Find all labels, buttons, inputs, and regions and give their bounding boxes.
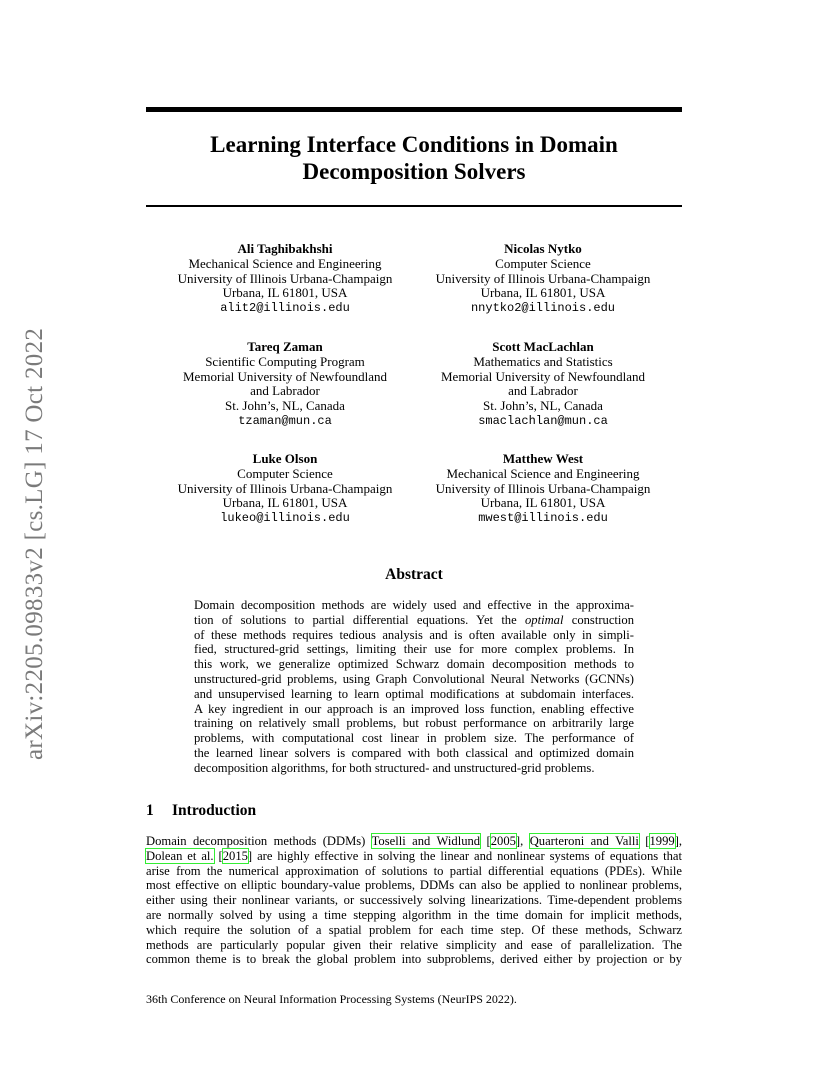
- author-name: Tareq Zaman: [247, 339, 323, 354]
- author-affiliation: University of Illinois Urbana-Champaign: [177, 480, 393, 496]
- intro-line: most effective on elliptic boundary-value problems, DDMs can also be applied to nonlinear problems,: [146, 878, 682, 893]
- author-block: [135, 242, 435, 316]
- author-affiliation: Memorial University of Newfoundland: [441, 368, 645, 384]
- emphasis-optimal: optimal: [524, 612, 564, 627]
- intro-line: arise from the numerical approximation of solutions to partial differential equations (PDEs). While: [146, 863, 682, 878]
- abstract-line: A key ingredient in our approach is an improved loss function, enabling effective: [194, 701, 634, 716]
- author-name: Nicolas Nytko: [504, 241, 582, 256]
- conference-footnote: 36th Conference on Neural Information Processing Systems (NeurIPS 2022).: [146, 992, 517, 1006]
- section-number: 1: [146, 802, 154, 819]
- author-affiliation: Scientific Computing Program: [205, 353, 365, 369]
- author-address: Urbana, IL 61801, USA: [480, 285, 606, 301]
- abstract-line: tion of solutions to partial differential equations. Yet the optimal construction: [194, 612, 634, 627]
- abstract-line: this work, we generalize optimized Schwarz domain decomposition methods to: [194, 657, 634, 672]
- author-affiliation: Mechanical Science and Engineering: [446, 465, 640, 481]
- title-top-rule: [146, 107, 682, 112]
- citation-link[interactable]: Dolean et al.: [146, 848, 214, 863]
- citation-link[interactable]: Quarteroni and Valli: [529, 834, 639, 848]
- author-affiliation: Computer Science: [495, 255, 591, 271]
- author-affiliation: Computer Science: [237, 465, 333, 481]
- citation-link[interactable]: Toselli and Widlund: [371, 834, 481, 848]
- author-name: Matthew West: [502, 451, 584, 466]
- arxiv-identifier: arXiv:2205.09833v2 [cs.LG] 17 Oct 2022: [21, 327, 48, 760]
- paper-title: [146, 131, 682, 185]
- author-address: Urbana, IL 61801, USA: [480, 495, 606, 511]
- author-address: Urbana, IL 61801, USA: [222, 285, 348, 301]
- abstract-line: Domain decomposition methods are widely used and effective in the approxima-: [194, 598, 634, 612]
- author-address: St. John’s, NL, Canada: [483, 398, 603, 414]
- abstract-line: fied, structured-grid settings, limiting their use for more complex problems. In: [194, 642, 634, 657]
- intro-line: Dolean et al. [2015] are highly effective in solving the linear and nonlinear systems of equations that: [146, 848, 682, 863]
- section-title: Introduction: [172, 802, 257, 819]
- intro-line: methods are particularly popular given their relative simplicity and ease of parallelization. The: [146, 937, 682, 952]
- author-affiliation: University of Illinois Urbana-Champaign: [435, 270, 651, 286]
- title-line-2: Decomposition Solvers: [302, 159, 526, 184]
- author-block: [393, 340, 693, 429]
- author-name: Luke Olson: [252, 451, 318, 466]
- author-affiliation: and Labrador: [250, 383, 320, 399]
- author-affiliation: University of Illinois Urbana-Champaign: [177, 270, 393, 286]
- abstract-body: [194, 598, 634, 776]
- author-affiliation: Mathematics and Statistics: [473, 353, 613, 369]
- abstract-line: problems, with computational cost linear in problem size. The performance of: [194, 731, 634, 746]
- section-heading-introduction: [146, 802, 256, 820]
- author-email[interactable]: lukeo@illinois.edu: [220, 511, 350, 526]
- abstract-line: training on relatively small problems, but robust performance on arbitrarily large: [194, 716, 634, 731]
- author-email[interactable]: alit2@illinois.edu: [220, 301, 350, 316]
- author-block: [135, 452, 435, 526]
- author-email[interactable]: tzaman@mun.ca: [238, 413, 332, 428]
- author-block: [135, 340, 435, 429]
- intro-line: are normally solved by using a time stepping algorithm in the time domain for implicit methods,: [146, 907, 682, 922]
- abstract-line: unstructured-grid problems, using Graph Convolutional Neural Networks (GCNNs): [194, 671, 634, 686]
- author-block: [393, 452, 693, 526]
- introduction-body: [146, 834, 682, 967]
- author-name: Scott MacLachlan: [492, 339, 594, 354]
- citation-link[interactable]: 1999: [649, 834, 675, 848]
- author-affiliation: Mechanical Science and Engineering: [188, 255, 382, 271]
- citation-link[interactable]: 2015: [222, 848, 248, 863]
- intro-line: which require the solution of a spatial problem for each time step. Of these methods, Schwarz: [146, 922, 682, 937]
- author-affiliation: University of Illinois Urbana-Champaign: [435, 480, 651, 496]
- title-line-1: Learning Interface Conditions in Domain: [210, 132, 618, 157]
- abstract-line: and unsupervised learning to learn optimal modifications at subdomain interfaces.: [194, 686, 634, 701]
- author-email[interactable]: smaclachlan@mun.ca: [478, 413, 608, 428]
- abstract-heading: Abstract: [385, 566, 443, 583]
- abstract-line: decomposition algorithms, for both structured- and unstructured-grid problems.: [194, 760, 595, 775]
- abstract-line: the learned linear solvers is compared with both classical and optimized domain: [194, 745, 634, 760]
- intro-line: either using their nonlinear variants, or successively solving linearizations. Time-dependent problems: [146, 893, 682, 908]
- intro-line: Domain decomposition methods (DDMs) Toselli and Widlund [2005], Quarteroni and Valli [1999],: [146, 834, 683, 848]
- author-address: St. John’s, NL, Canada: [225, 398, 345, 414]
- abstract-line: of these methods requires tedious analysis and is often available only in simpli-: [194, 627, 634, 642]
- author-affiliation: Memorial University of Newfoundland: [183, 368, 387, 384]
- author-address: Urbana, IL 61801, USA: [222, 495, 348, 511]
- author-block: [393, 242, 693, 316]
- author-email[interactable]: nnytko2@illinois.edu: [470, 301, 616, 316]
- author-name: Ali Taghibakhshi: [237, 241, 333, 256]
- title-bottom-rule: [146, 205, 682, 207]
- author-affiliation: and Labrador: [508, 383, 578, 399]
- author-email[interactable]: mwest@illinois.edu: [478, 511, 608, 526]
- intro-line: common theme is to break the global problem into subproblems, derived either by projection or by: [146, 952, 682, 967]
- citation-link[interactable]: 2005: [490, 834, 516, 848]
